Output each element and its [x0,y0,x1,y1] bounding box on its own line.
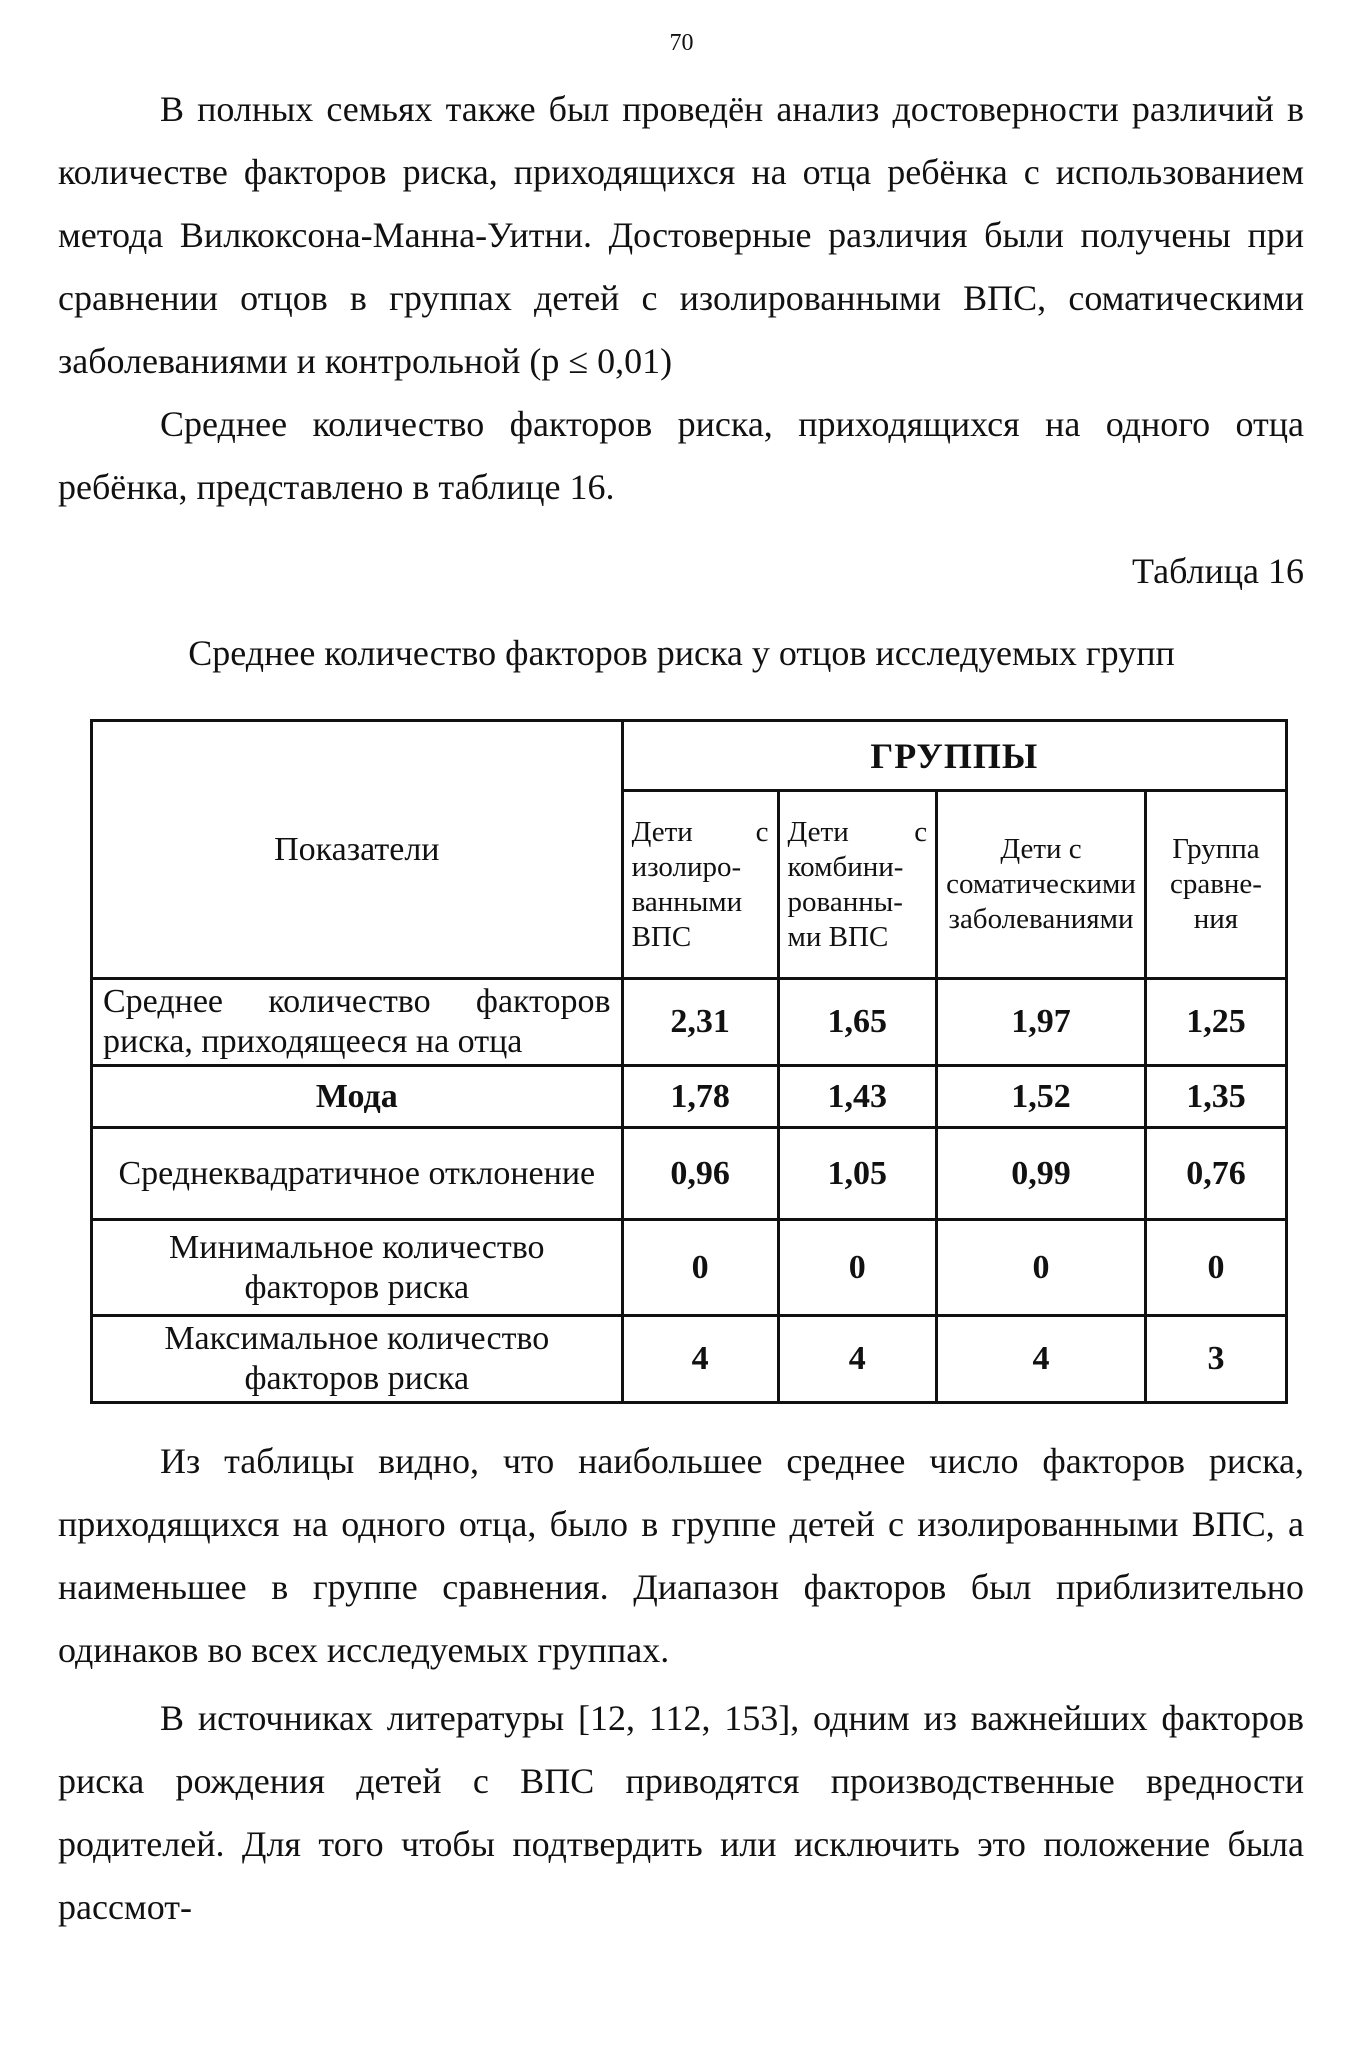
table-cell: 0,96 [622,1128,778,1220]
table-cell: 1,52 [937,1066,1146,1128]
column-header: Группа сравне-ния [1145,791,1286,979]
table-cell: 0 [937,1220,1146,1316]
table-row [92,1220,1287,1316]
table-header-row [92,721,1287,791]
row-label: Максимальное количество факторов риска [92,1316,623,1403]
body-text-top [58,78,1304,519]
paragraph: Среднее количество факторов риска, приходящихся на одного отца ребёнка, представлено в таблице 16. [58,404,1304,507]
table-cell: 1,43 [778,1066,937,1128]
column-header: Дети с изолиро-ванными ВПС [622,791,778,979]
groups-header: ГРУППЫ [622,721,1286,791]
table-cell: 4 [622,1316,778,1403]
row-label: Среднее количество факторов риска, приходящееся на отца [92,979,623,1066]
row-label: Минимальное количество факторов риска [92,1220,623,1316]
paragraph: В полных семьях также был проведён анализ достоверности различий в количестве факторов риска, приходящихся на отца ребёнка с использованием метода Вилкоксона-Манна-Уитни. Достоверные различия были получены при сравнении отцов в группах детей с изолированными ВПС, соматическими заболеваниями и контрольной (р ≤ 0,01) [58,89,1304,381]
data-table [90,719,1288,1404]
table-row [92,1066,1287,1128]
table-cell: 0 [622,1220,778,1316]
table-cell: 0 [778,1220,937,1316]
table-cell: 0,99 [937,1128,1146,1220]
table-cell: 4 [937,1316,1146,1403]
indicators-header: Показатели [92,721,623,979]
table-cell: 1,35 [1145,1066,1286,1128]
table-cell: 0,76 [1145,1128,1286,1220]
table-cell: 1,05 [778,1128,937,1220]
table-cell: 1,25 [1145,979,1286,1066]
row-label: Среднеквадратичное отклонение [92,1128,623,1220]
table-cell: 1,97 [937,979,1146,1066]
table-title: Среднее количество факторов риска у отцов исследуемых групп [188,633,1175,673]
column-header: Дети с комбини-рованны-ми ВПС [778,791,937,979]
table-cell: 4 [778,1316,937,1403]
table-cell: 2,31 [622,979,778,1066]
paragraph: В источниках литературы [12, 112, 153], одним из важнейших факторов риска рождения детей с ВПС приводятся производственные вредности родителей. Для того чтобы подтвердить или исключить это положение была рассмот- [58,1698,1304,1927]
table-cell: 3 [1145,1316,1286,1403]
table-label: Таблица 16 [1132,551,1304,591]
body-text-bottom [58,1430,1304,1939]
table-row [92,1128,1287,1220]
paragraph: Из таблицы видно, что наибольшее среднее число факторов риска, приходящихся на одного отца, было в группе детей с изолированными ВПС, а наименьшее в группе сравнения. Диапазон факторов был приблизительно одинаков во всех исследуемых группах. [58,1441,1304,1670]
table-row [92,979,1287,1066]
table-cell: 1,78 [622,1066,778,1128]
table-cell: 0 [1145,1220,1286,1316]
page-number: 70 [669,30,694,56]
row-label: Мода [92,1066,623,1128]
table-row [92,1316,1287,1403]
column-header: Дети с соматическими заболеваниями [937,791,1146,979]
table-cell: 1,65 [778,979,937,1066]
